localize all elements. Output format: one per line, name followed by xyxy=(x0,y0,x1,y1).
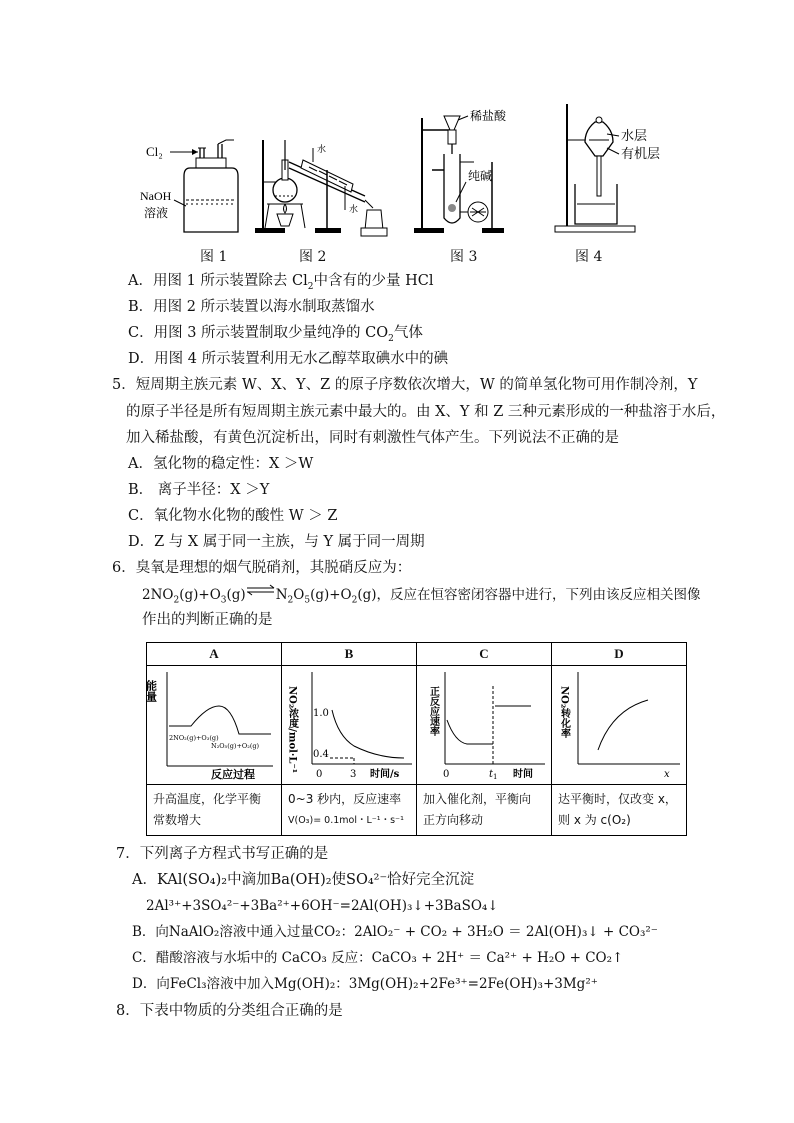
q7-option-a-line2: 2Al³⁺+3SO₄²⁻+3Ba²⁺+6OH⁻=2Al(OH)₃↓+3BaSO₄↓ xyxy=(146,898,499,914)
q5-option-c: C．氧化物水化物的酸性 W ＞ Z xyxy=(128,508,338,524)
q4-option-a: A．用图 1 所示装置除去 $Cl_2$中含有的少量 HCl xyxy=(128,273,434,292)
graph-b-t1: 3 xyxy=(350,769,357,780)
q6-equation: $2NO_2(g)+O_3(g)$ $N_2O_5(g)+O_2(g)$，反应在恒容密闭容器中进行，下列由该反应相关图像 xyxy=(142,587,701,606)
graph-c-t0: 0 xyxy=(443,769,450,780)
water-layer-label: 水层 xyxy=(621,129,648,144)
q4-option-c: C．用图 3 所示装置制取少量纯净的 $CO_2$气体 xyxy=(128,325,423,344)
col-header-c: C xyxy=(417,643,552,666)
graph-c-ylabel: 正反应速率 xyxy=(427,686,439,736)
naoh-label-1: NaOH xyxy=(140,189,172,203)
desc-b: 0~3 秒内，反应速率 V(O₃)= 0.1mol・L⁻¹・s⁻¹ xyxy=(282,785,417,836)
figure-3-caption: 图 3 xyxy=(450,249,478,265)
q5-stem-line2: 的原子半径是所有短周期主族元素中最大的。由 X、Y 和 Z 三种元素形成的一种盐溶于水后， xyxy=(126,404,726,420)
graph-b xyxy=(282,666,417,785)
graph-b-xlabel: 时间/s xyxy=(370,769,400,780)
col-header-b: B xyxy=(282,643,417,666)
q5-stem-line1: 5．短周期主族元素 W、X、Y、Z 的原子序数依次增大，W 的简单氢化物可用作制冷剂，Y xyxy=(112,377,698,393)
q5-stem-line3: 加入稀盐酸，有黄色沉淀析出，同时有刺激性气体产生。下列说法不正确的是 xyxy=(126,430,619,446)
graph-a xyxy=(144,666,282,785)
graph-a-ylabel: 能量 xyxy=(144,680,158,702)
graph-d-xlabel: x xyxy=(664,769,670,780)
figure-4-caption: 图 4 xyxy=(575,249,603,265)
graph-b-c1: 1.0 xyxy=(313,708,329,719)
figure-1 xyxy=(140,100,250,265)
q7-option-d: D．向FeCl₃溶液中加入Mg(OH)₂：3Mg(OH)₂+2Fe³⁺=2Fe(OH)₃+3Mg²⁺ xyxy=(132,976,598,992)
graph-a-reactants: 2NO₂(g)+O₃(g) xyxy=(169,734,219,742)
q4-option-b: B．用图 2 所示装置以海水制取蒸馏水 xyxy=(128,299,375,315)
graph-d-ylabel: NO₂转化率 xyxy=(558,686,570,739)
q6-stem-line3: 作出的判断正确的是 xyxy=(142,612,273,628)
cl2-label: Cl₂ xyxy=(146,144,163,159)
q8-stem: 8．下表中物质的分类组合正确的是 xyxy=(116,1003,343,1019)
q7-stem: 7．下列离子方程式书写正确的是 xyxy=(116,846,329,862)
graph-c-t1: t xyxy=(489,769,494,780)
graph-c xyxy=(417,666,552,785)
figure-1-caption: 图 1 xyxy=(200,249,228,265)
organic-layer-label: 有机层 xyxy=(621,147,661,162)
q7-option-c: C．醋酸溶液与水垢中的 CaCO₃ 反应：CaCO₃ + 2H⁺ ＝ Ca²⁺ + H₂O + CO₂↑ xyxy=(132,950,624,966)
q6-stem-line1: 6．臭氧是理想的烟气脱硝剂，其脱硝反应为： xyxy=(112,560,412,576)
figure-4 xyxy=(545,100,661,265)
equilibrium-arrow-icon xyxy=(246,585,276,595)
figure-2-caption: 图 2 xyxy=(299,249,327,265)
desc-c: 加入催化剂，平衡向 正方向移动 xyxy=(417,785,552,836)
q5-option-d: D．Z 与 X 属于同一主族，与 Y 属于同一周期 xyxy=(128,534,425,550)
figure-2 xyxy=(255,100,390,265)
graph-c-t1-sub: 1 xyxy=(493,773,498,781)
graph-a-xlabel: 反应过程 xyxy=(211,768,255,781)
q5-option-a: A．氢化物的稳定性：X ＞W xyxy=(128,456,314,472)
soda-ash-label: 纯碱 xyxy=(468,169,493,183)
graph-b-ylabel: NO₂浓度/mol·L⁻¹ xyxy=(286,686,298,774)
q7-option-b: B．向NaAlO₂溶液中通入过量CO₂：2AlO₂⁻ + CO₂ + 3H₂O ＝ 2Al(OH)₃↓ + CO₃²⁻ xyxy=(132,924,658,940)
q4-option-d: D．用图 4 所示装置利用无水乙醇萃取碘水中的碘 xyxy=(128,351,449,367)
graph-b-c2: 0.4 xyxy=(313,749,329,760)
apparatus-figures xyxy=(140,100,660,270)
q6-graph-table xyxy=(146,642,687,836)
dilute-hcl-label: 稀盐酸 xyxy=(470,109,507,123)
fig2-water-bottom: 水 xyxy=(349,205,359,215)
graph-d xyxy=(552,666,687,785)
graph-b-t0: 0 xyxy=(316,769,323,780)
fig2-water-top: 水 xyxy=(317,145,327,155)
naoh-label-2: 溶液 xyxy=(144,206,169,220)
graph-c-xlabel: 时间 xyxy=(513,769,533,780)
desc-d: 达平衡时，仅改变 x， 则 x 为 c(O₂) xyxy=(552,785,687,836)
q7-option-a-line1: A．KAl(SO₄)₂中滴加Ba(OH)₂使SO₄²⁻恰好完全沉淀 xyxy=(132,872,475,888)
figure-3 xyxy=(412,100,542,265)
graph-a-products: N₂O₅(g)+O₂(g) xyxy=(211,742,260,750)
q5-option-b: B． 离子半径：X ＞Y xyxy=(128,482,270,498)
col-header-a: A xyxy=(147,643,282,666)
desc-a: 升高温度，化学平衡 常数增大 xyxy=(147,785,282,836)
col-header-d: D xyxy=(552,643,687,666)
